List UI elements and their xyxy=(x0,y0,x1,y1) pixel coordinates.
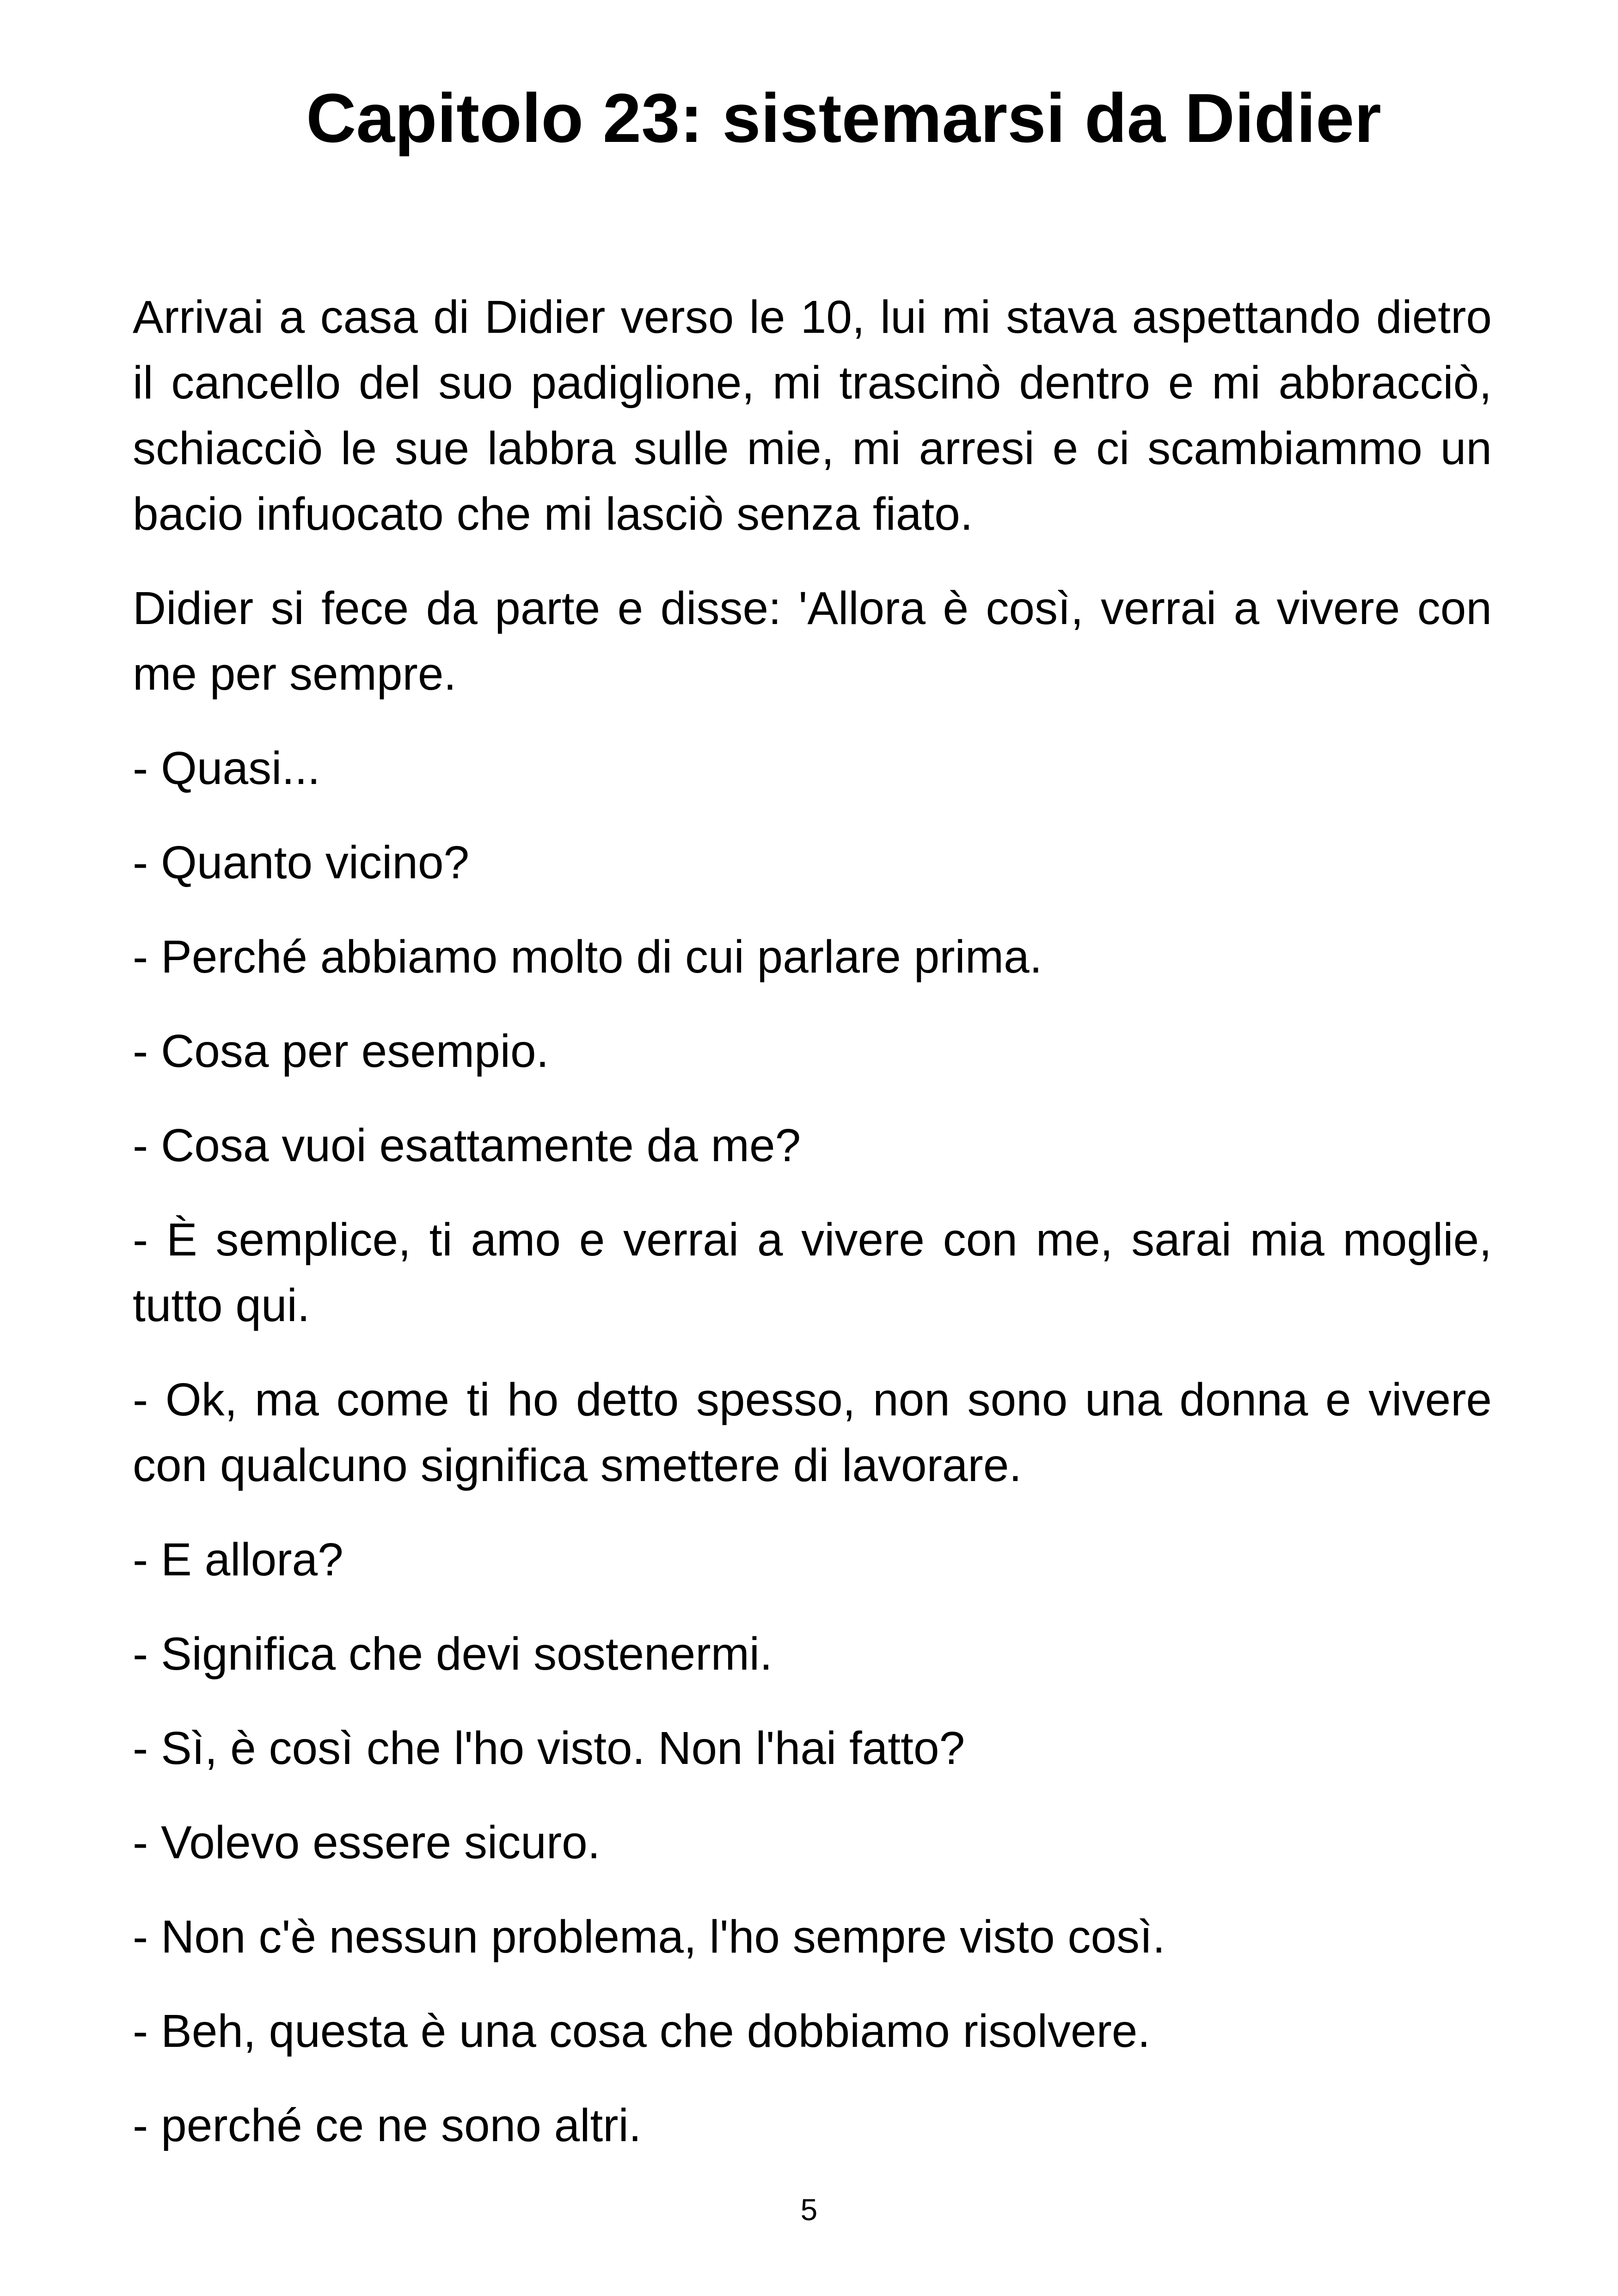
chapter-title: Capitolo 23: sistemarsi da Didier xyxy=(306,79,1381,157)
paragraph-1: Arrivai a casa di Didier verso le 10, lui mi stava aspettando dietro il cancello del suo padiglione, mi trascinò dentro e mi abbracciò, schiacciò le sue labbra sulle mie, mi arresi e ci scambiammo un bacio infuocato che mi lasciò senza fiato. xyxy=(133,291,1492,540)
chapter-body xyxy=(133,284,1492,2187)
dialogue-line-1: - Quasi... xyxy=(133,742,320,794)
dialogue-line-4: - Cosa per esempio. xyxy=(133,1025,549,1077)
page-number: 5 xyxy=(800,2192,818,2227)
dialogue-line-3: - Perché abbiamo molto di cui parlare prima. xyxy=(133,931,1042,983)
dialogue-line-11: - Volevo essere sicuro. xyxy=(133,1817,601,1868)
dialogue-line-12: - Non c'è nessun problema, l'ho sempre visto così. xyxy=(133,1911,1165,1963)
dialogue-line-8: - E allora? xyxy=(133,1534,343,1586)
dialogue-line-10: - Sì, è così che l'ho visto. Non l'hai fatto? xyxy=(133,1722,965,1774)
dialogue-line-5: - Cosa vuoi esattamente da me? xyxy=(133,1120,801,1171)
dialogue-line-7: - Ok, ma come ti ho detto spesso, non sono una donna e vivere con qualcuno significa smettere di lavorare. xyxy=(133,1374,1492,1491)
paragraph-2: Didier si fece da parte e disse: 'Allora è così, verrai a vivere con me per sempre. xyxy=(133,582,1492,700)
dialogue-line-14: - perché ce ne sono altri. xyxy=(133,2100,642,2151)
dialogue-line-13: - Beh, questa è una cosa che dobbiamo risolvere. xyxy=(133,2005,1151,2057)
dialogue-line-9: - Significa che devi sostenermi. xyxy=(133,1628,772,1680)
dialogue-line-6: - È semplice, ti amo e verrai a vivere con me, sarai mia moglie, tutto qui. xyxy=(133,1214,1492,1331)
dialogue-line-2: - Quanto vicino? xyxy=(133,837,470,888)
